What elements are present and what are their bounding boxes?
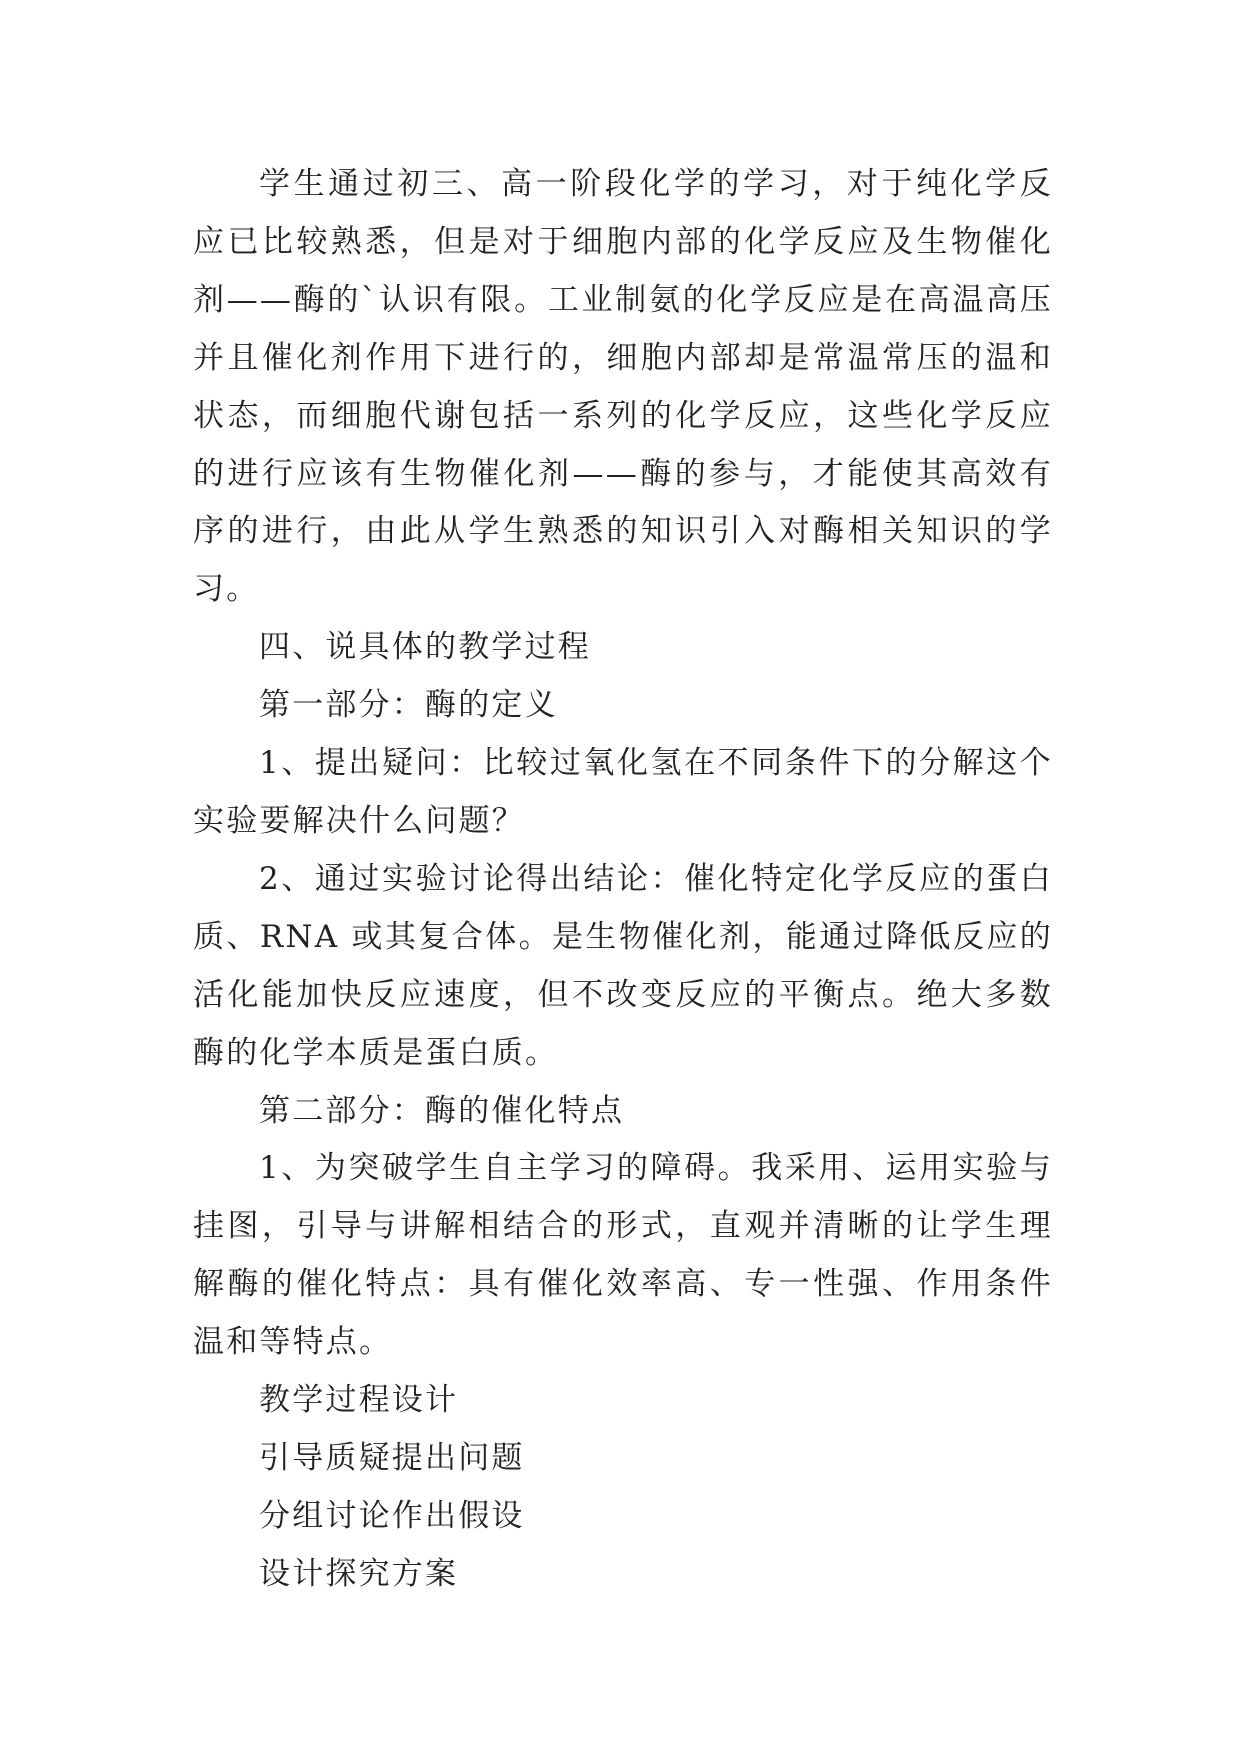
section-heading-teaching-process: 四、说具体的教学过程: [259, 629, 591, 666]
list-item-process-design: 教学过程设计: [259, 1382, 459, 1419]
list-item-group-discussion: 分组讨论作出假设: [259, 1497, 525, 1534]
paragraph-conclusion: 2、通过实验讨论得出结论：催化特定化学反应的蛋白质、RNA 或其复合体。是生物催化剂，能通过降低反应的活化能加快反应速度，但不改变反应的平衡点。绝大多数酶的化学本质是蛋白质。: [193, 860, 1053, 1071]
part-two-heading: 第二部分：酶的催化特点: [259, 1092, 625, 1129]
list-item-design-plan: 设计探究方案: [259, 1555, 459, 1592]
document-body: [193, 156, 1053, 1604]
paragraph-student-background: 学生通过初三、高一阶段化学的学习，对于纯化学反应已比较熟悉，但是对于细胞内部的化学反应及生物催化剂——酶的`认识有限。工业制氨的化学反应是在高温高压并且催化剂作用下进行的，细胞内部却是常温常压的温和状态，而细胞代谢包括一系列的化学反应，这些化学反应的进行应该有生物催化剂——酶的参与，才能使其高效有序的进行，由此从学生熟悉的知识引入对酶相关知识的学习。: [193, 166, 1053, 608]
paragraph-catalytic-features: 1、为突破学生自主学习的障碍。我采用、运用实验与挂图，引导与讲解相结合的形式，直观并清晰的让学生理解酶的催化特点：具有催化效率高、专一性强、作用条件温和等特点。: [193, 1150, 1053, 1361]
list-item-guide-questions: 引导质疑提出问题: [259, 1439, 525, 1476]
paragraph-question: 1、提出疑问：比较过氧化氢在不同条件下的分解这个实验要解决什么问题？: [193, 745, 1053, 839]
part-one-heading: 第一部分：酶的定义: [259, 687, 558, 724]
